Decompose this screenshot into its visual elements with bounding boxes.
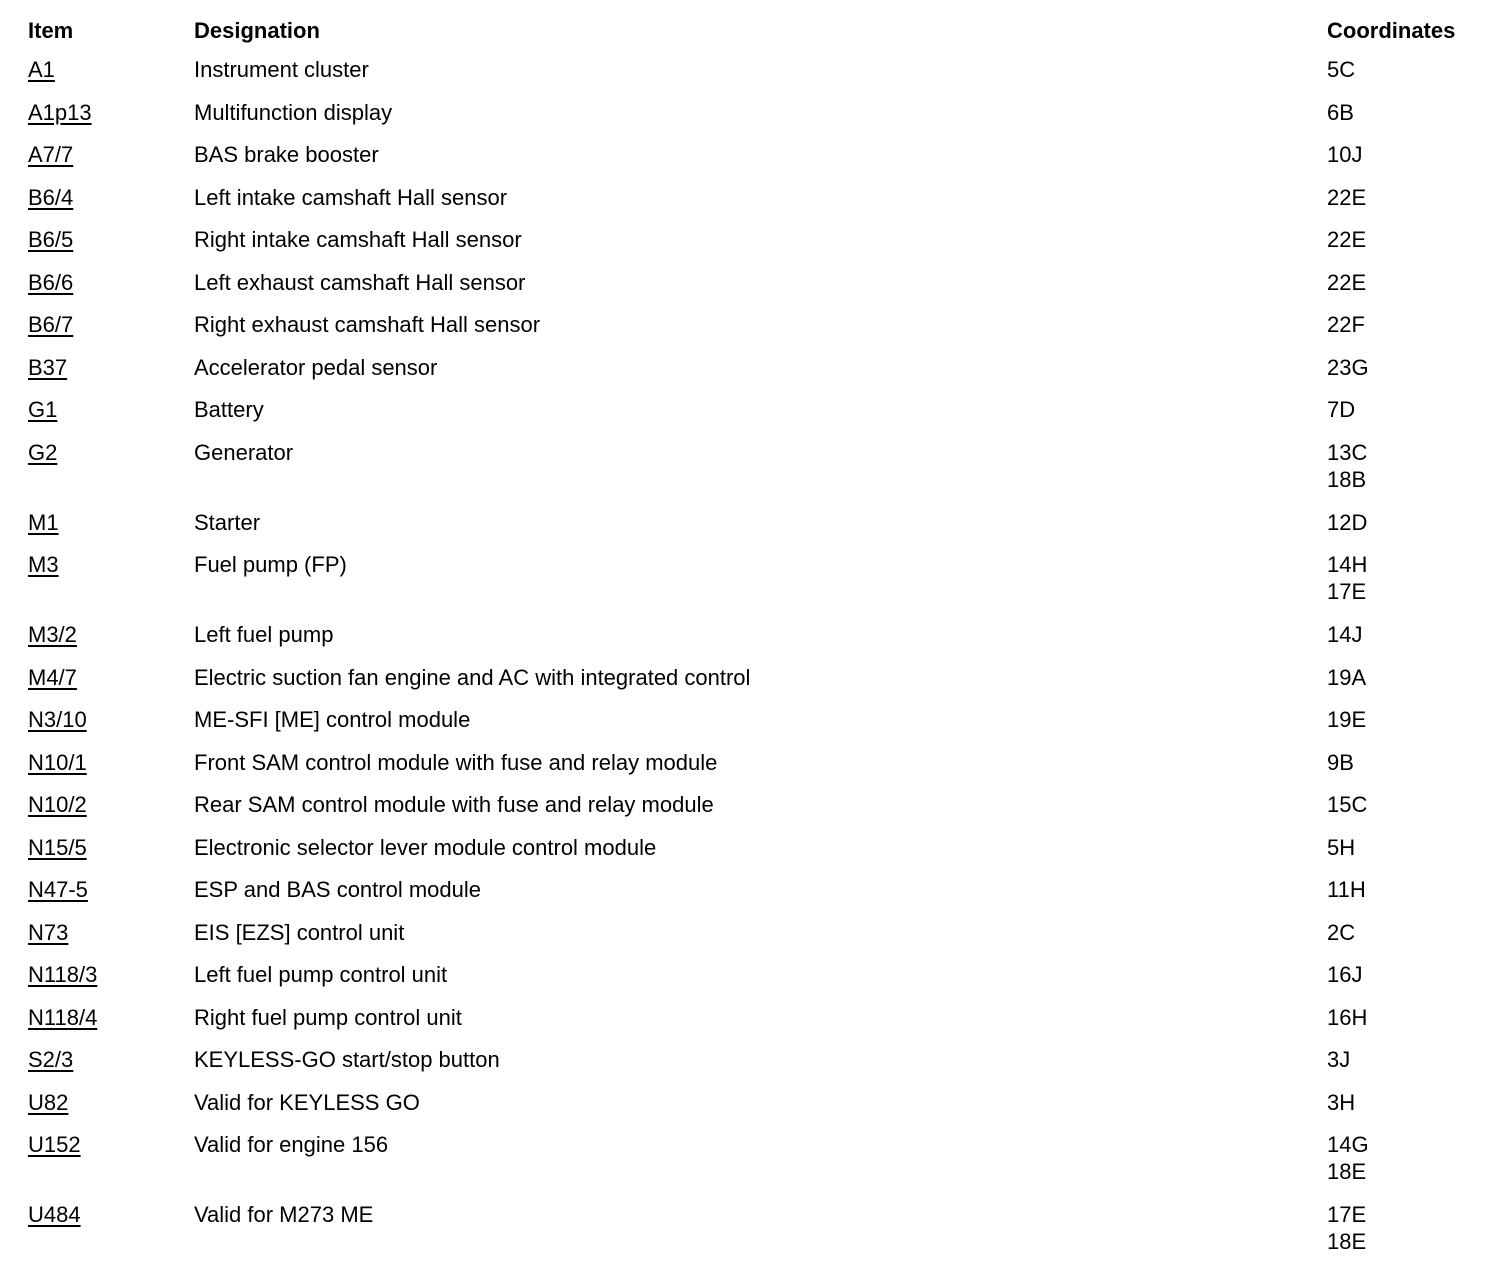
item-link[interactable]: B6/4 bbox=[28, 184, 74, 210]
designation-cell: Left fuel pump bbox=[194, 622, 334, 647]
item-link[interactable]: B37 bbox=[28, 354, 68, 380]
item-link[interactable]: U152 bbox=[28, 1132, 81, 1157]
table-row bbox=[28, 177, 1498, 220]
coordinates-column-header: Coordinates bbox=[1327, 18, 1456, 43]
item-cell bbox=[28, 502, 194, 545]
item-link[interactable]: U484 bbox=[28, 1202, 81, 1227]
designation-cell: Right exhaust camshaft Hall sensor bbox=[194, 312, 541, 337]
table-row bbox=[28, 134, 1498, 177]
coordinate-value: 19A bbox=[1327, 664, 1367, 690]
item-link[interactable]: M3 bbox=[28, 552, 59, 577]
table-row bbox=[28, 1124, 1498, 1194]
designation-cell: Electric suction fan engine and AC with integrated control bbox=[194, 664, 751, 690]
coordinate-value: 23G bbox=[1327, 354, 1369, 380]
designation-column-header: Designation bbox=[194, 18, 320, 43]
table-row bbox=[28, 954, 1498, 997]
table-row bbox=[28, 699, 1498, 742]
item-link[interactable]: U82 bbox=[28, 1089, 69, 1115]
item-cell bbox=[28, 954, 194, 997]
item-cell bbox=[28, 134, 194, 177]
item-cell bbox=[28, 432, 194, 502]
coordinates-cell bbox=[1327, 544, 1498, 614]
item-link[interactable]: G1 bbox=[28, 397, 58, 422]
designation-cell: KEYLESS-GO start/stop button bbox=[194, 1047, 500, 1072]
designation-cell: Instrument cluster bbox=[194, 57, 369, 82]
designation-cell: Valid for engine 156 bbox=[194, 1132, 389, 1157]
item-cell bbox=[28, 742, 194, 785]
coordinate-value: 22F bbox=[1327, 312, 1365, 337]
coordinate-value: 16H bbox=[1327, 1004, 1368, 1030]
item-cell bbox=[28, 657, 194, 700]
table-row bbox=[28, 1194, 1498, 1264]
item-link[interactable]: M3/2 bbox=[28, 622, 77, 647]
coordinate-value: 5C bbox=[1327, 57, 1356, 82]
item-link[interactable]: N3/10 bbox=[28, 707, 87, 732]
coordinates-cell bbox=[1327, 49, 1498, 92]
component-legend-table bbox=[28, 13, 1498, 1264]
item-cell bbox=[28, 49, 194, 92]
designation-cell: Starter bbox=[194, 509, 261, 535]
coordinates-cell bbox=[1327, 1039, 1498, 1082]
coordinate-value: 18E bbox=[1327, 1229, 1367, 1254]
designation-cell: Front SAM control module with fuse and relay module bbox=[194, 749, 718, 775]
coordinate-value: 11H bbox=[1327, 877, 1366, 902]
coordinates-cell bbox=[1327, 502, 1498, 545]
item-cell bbox=[28, 869, 194, 912]
designation-cell: Generator bbox=[194, 439, 294, 465]
coordinate-value: 12D bbox=[1327, 509, 1368, 535]
table-row bbox=[28, 614, 1498, 657]
designation-cell: Left fuel pump control unit bbox=[194, 962, 448, 987]
item-link[interactable]: N10/1 bbox=[28, 749, 87, 775]
coordinates-cell bbox=[1327, 657, 1498, 700]
item-cell bbox=[28, 784, 194, 827]
coordinate-value: 2C bbox=[1327, 919, 1356, 945]
designation-cell: Valid for KEYLESS GO bbox=[194, 1089, 420, 1115]
item-cell bbox=[28, 699, 194, 742]
item-link[interactable]: N15/5 bbox=[28, 834, 87, 860]
table-row bbox=[28, 742, 1498, 785]
item-link[interactable]: B6/5 bbox=[28, 227, 74, 252]
item-link[interactable]: S2/3 bbox=[28, 1047, 74, 1072]
coordinates-cell bbox=[1327, 784, 1498, 827]
item-link[interactable]: N73 bbox=[28, 919, 69, 945]
item-link[interactable]: M4/7 bbox=[28, 664, 77, 690]
item-link[interactable]: B6/7 bbox=[28, 312, 74, 337]
table-row bbox=[28, 432, 1498, 502]
designation-cell: Right fuel pump control unit bbox=[194, 1004, 462, 1030]
designation-cell: ME-SFI [ME] control module bbox=[194, 707, 471, 732]
item-cell bbox=[28, 92, 194, 135]
table-row bbox=[28, 262, 1498, 305]
coordinate-value: 3J bbox=[1327, 1047, 1351, 1072]
coordinates-cell bbox=[1327, 827, 1498, 870]
coordinate-value: 9B bbox=[1327, 749, 1354, 775]
designation-cell: Left intake camshaft Hall sensor bbox=[194, 184, 508, 210]
table-row bbox=[28, 544, 1498, 614]
designation-cell: Right intake camshaft Hall sensor bbox=[194, 227, 522, 252]
coordinates-cell bbox=[1327, 614, 1498, 657]
item-cell bbox=[28, 997, 194, 1040]
table-row bbox=[28, 784, 1498, 827]
item-cell bbox=[28, 177, 194, 220]
coordinates-cell bbox=[1327, 304, 1498, 347]
table-row bbox=[28, 827, 1498, 870]
item-link[interactable]: N10/2 bbox=[28, 792, 87, 817]
coordinate-value: 3H bbox=[1327, 1089, 1356, 1115]
item-link[interactable]: A1 bbox=[28, 57, 55, 82]
coordinates-cell bbox=[1327, 92, 1498, 135]
item-link[interactable]: N47-5 bbox=[28, 877, 88, 902]
item-cell bbox=[28, 219, 194, 262]
designation-cell: ESP and BAS control module bbox=[194, 877, 481, 902]
coordinate-value: 17E bbox=[1327, 579, 1367, 604]
table-row bbox=[28, 869, 1498, 912]
item-link[interactable]: B6/6 bbox=[28, 269, 74, 295]
item-cell bbox=[28, 827, 194, 870]
coordinates-cell bbox=[1327, 997, 1498, 1040]
item-cell bbox=[28, 1194, 194, 1264]
item-link[interactable]: G2 bbox=[28, 439, 58, 465]
coordinates-cell bbox=[1327, 912, 1498, 955]
designation-cell: BAS brake booster bbox=[194, 142, 379, 167]
item-cell bbox=[28, 262, 194, 305]
coordinates-cell bbox=[1327, 389, 1498, 432]
table-row bbox=[28, 1039, 1498, 1082]
coordinate-value: 10J bbox=[1327, 142, 1363, 167]
coordinate-value: 7D bbox=[1327, 397, 1356, 422]
coordinates-cell bbox=[1327, 869, 1498, 912]
item-link[interactable]: N118/3 bbox=[28, 962, 98, 987]
coordinates-cell bbox=[1327, 177, 1498, 220]
item-cell bbox=[28, 389, 194, 432]
coordinate-value: 22E bbox=[1327, 184, 1367, 210]
table-row bbox=[28, 304, 1498, 347]
designation-cell: Accelerator pedal sensor bbox=[194, 354, 438, 380]
item-cell bbox=[28, 347, 194, 390]
table-row bbox=[28, 389, 1498, 432]
designation-cell: Rear SAM control module with fuse and relay module bbox=[194, 792, 714, 817]
coordinates-cell bbox=[1327, 432, 1498, 502]
coordinate-value: 22E bbox=[1327, 227, 1367, 252]
coordinate-value: 6B bbox=[1327, 99, 1354, 125]
coordinate-value: 22E bbox=[1327, 269, 1367, 295]
table-row bbox=[28, 219, 1498, 262]
designation-cell: EIS [EZS] control unit bbox=[194, 919, 405, 945]
item-cell bbox=[28, 304, 194, 347]
item-cell bbox=[28, 1124, 194, 1194]
header-row bbox=[28, 13, 1498, 49]
coordinate-value: 14J bbox=[1327, 622, 1363, 647]
coordinate-value: 14G bbox=[1327, 1132, 1369, 1157]
table-row bbox=[28, 49, 1498, 92]
item-link[interactable]: A7/7 bbox=[28, 142, 74, 167]
coordinate-value: 19E bbox=[1327, 707, 1367, 732]
coordinate-value: 5H bbox=[1327, 834, 1356, 860]
coordinates-cell bbox=[1327, 219, 1498, 262]
coordinate-value: 13C bbox=[1327, 439, 1368, 465]
designation-cell: Multifunction display bbox=[194, 99, 393, 125]
item-cell bbox=[28, 544, 194, 614]
item-cell bbox=[28, 1039, 194, 1082]
coordinates-cell bbox=[1327, 699, 1498, 742]
coordinates-cell bbox=[1327, 954, 1498, 997]
coordinates-cell bbox=[1327, 1194, 1498, 1264]
item-link[interactable]: A1p13 bbox=[28, 99, 92, 125]
coordinates-cell bbox=[1327, 347, 1498, 390]
item-link[interactable]: M1 bbox=[28, 509, 59, 535]
table-row bbox=[28, 997, 1498, 1040]
designation-cell: Left exhaust camshaft Hall sensor bbox=[194, 269, 526, 295]
designation-cell: Battery bbox=[194, 397, 264, 422]
coordinate-value: 14H bbox=[1327, 552, 1368, 577]
table-row bbox=[28, 92, 1498, 135]
table-row bbox=[28, 912, 1498, 955]
item-column-header: Item bbox=[28, 18, 74, 43]
coordinate-value: 16J bbox=[1327, 962, 1363, 987]
coordinates-cell bbox=[1327, 1082, 1498, 1125]
coordinates-cell bbox=[1327, 1124, 1498, 1194]
coordinates-cell bbox=[1327, 262, 1498, 305]
coordinate-value: 17E bbox=[1327, 1202, 1367, 1227]
table-row bbox=[28, 1082, 1498, 1125]
coordinate-value: 18B bbox=[1327, 466, 1367, 492]
designation-cell: Electronic selector lever module control module bbox=[194, 834, 657, 860]
table-row bbox=[28, 347, 1498, 390]
coordinates-cell bbox=[1327, 742, 1498, 785]
table-row bbox=[28, 502, 1498, 545]
designation-cell: Fuel pump (FP) bbox=[194, 552, 347, 577]
table-row bbox=[28, 657, 1498, 700]
designation-cell: Valid for M273 ME bbox=[194, 1202, 374, 1227]
coordinate-value: 18E bbox=[1327, 1159, 1367, 1184]
item-cell bbox=[28, 912, 194, 955]
item-cell bbox=[28, 1082, 194, 1125]
item-link[interactable]: N118/4 bbox=[28, 1004, 98, 1030]
coordinates-cell bbox=[1327, 134, 1498, 177]
coordinate-value: 15C bbox=[1327, 792, 1368, 817]
item-cell bbox=[28, 614, 194, 657]
